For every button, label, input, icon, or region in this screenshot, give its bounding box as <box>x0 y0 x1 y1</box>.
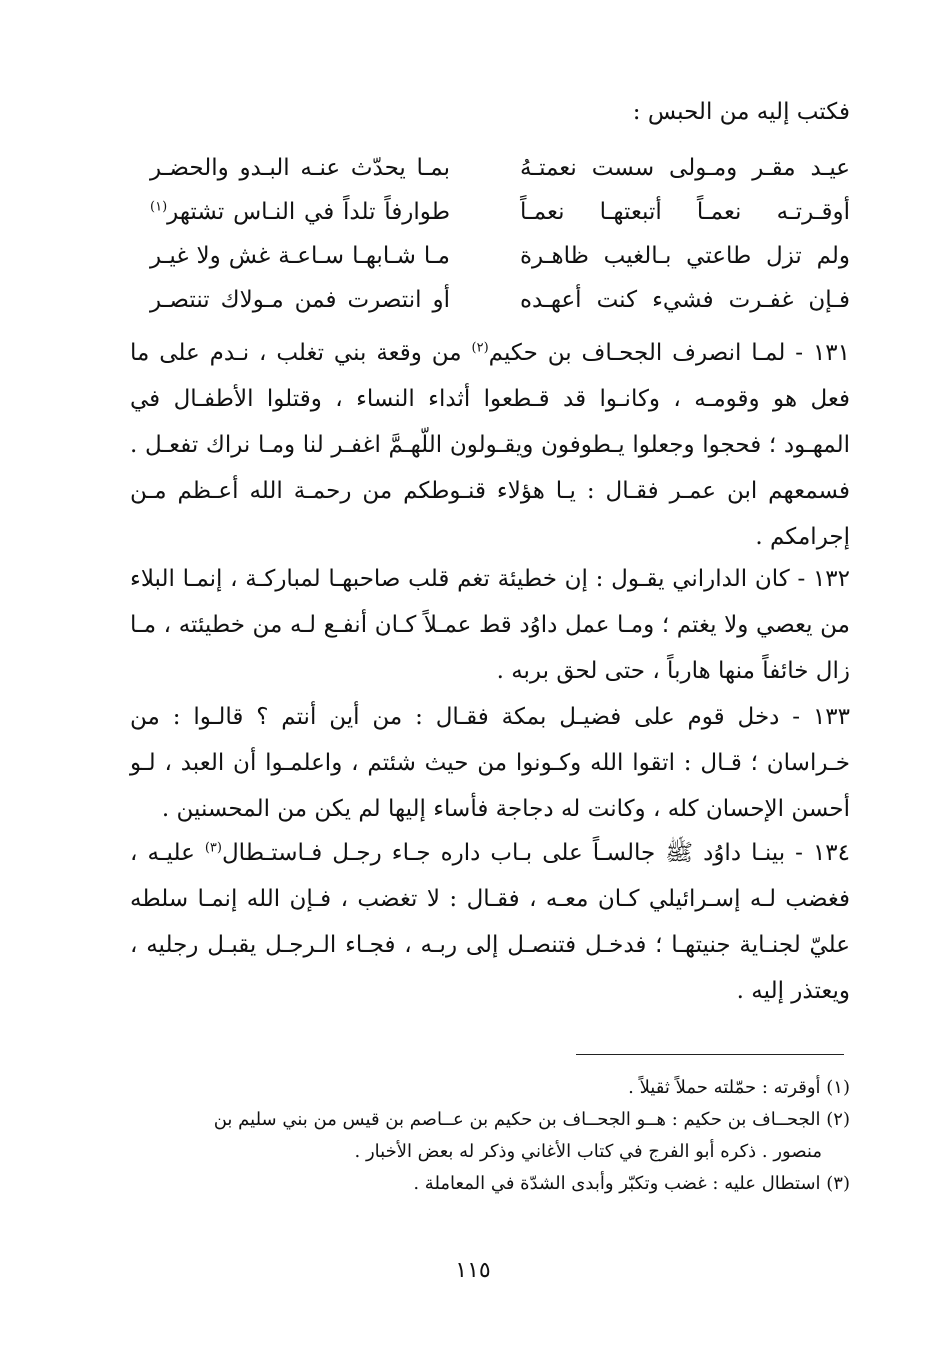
poem-verse <box>150 234 850 278</box>
poem-verse <box>150 190 850 234</box>
hemistich-text: مـا شـابهـا سـاعـة غش ولا غيـر <box>150 243 450 269</box>
footnote-marker[interactable]: (١) <box>150 199 168 215</box>
footnote-divider <box>576 1054 844 1055</box>
footnote-marker[interactable]: (٢) <box>471 340 489 356</box>
verse-first-hemistich: ولم تزل طاعتي بـالغيب ظاهـرة <box>520 243 850 269</box>
footnote-2-continued: منصور . ذكره أبو الفرج في كتاب الأغاني وذكر له بعض الأخبار . <box>354 1141 822 1162</box>
paragraph-text-continued: من وقعة بني تغلب ، نـدم على ما فعل هو وقومـه ، وكانـوا قد قـطعوا أثداء النساء ، وقتلوا الأطفـال في المهـود ؛ فحجوا وجعلوا يـطوفون ويقـولون اللّهـمَّ اغفـر لنا ومـا نراك تفعـل . فسمعهم ابن عمـر فقـال : يـا هؤلاء قنـوطكم من رحمـة الله أعـظم مـن إجرامكم . <box>130 340 850 550</box>
footnote-marker[interactable]: (٣) <box>204 840 222 856</box>
footnotes <box>126 1072 850 1200</box>
paragraph-131 <box>130 330 850 560</box>
paragraph-text-continued: عليـه ، فغضب لـه إسـرائيلي كـان معـه ، فقـال : لا تغضب ، فـإن الله إنمـا سلطه عليّ لجنـاية جنيتهـا ؛ فدخـل فتنصـل إلى ربـه ، فجـاء الـرجـل يقبـل رجليه ، ويعتذر إليه . <box>130 840 850 1004</box>
hemistich-text: بمـا يحدّث عنـه البـدو والحضـر <box>150 155 450 181</box>
page-number: ١١٥ <box>455 1258 491 1283</box>
poem <box>150 146 850 322</box>
paragraph-134 <box>130 830 850 1014</box>
footnote-1: (١) أوقرته : حمّلته حملاً ثقيلاً . <box>628 1077 850 1098</box>
verse-second-hemistich <box>150 234 450 278</box>
footnote-2: (٢) الجحــاف بن حكيم : هــو الجحــاف بن حكيم بن عــاصم بن قيس من بني سليم بن <box>213 1109 850 1130</box>
intro-line: فكتب إليه من الحبس : <box>632 99 850 125</box>
paragraph-133 <box>130 694 850 832</box>
hemistich-text: أو انتصرت فمن مـولاك تنتصـر <box>150 287 450 313</box>
paragraph-132 <box>130 556 850 694</box>
poem-verse <box>150 278 850 322</box>
verse-second-hemistich <box>150 190 450 234</box>
verse-second-hemistich <box>150 278 450 322</box>
hemistich-text: طوارفاً تلداً في النـاس تشتهر <box>167 199 450 225</box>
verse-first-hemistich: أوقـرتـه نعمـاً أتبعتهـا نعمـاً <box>520 199 850 225</box>
verse-second-hemistich <box>150 146 450 190</box>
verse-first-hemistich: فـإن غفـرت فشيء كنت أعهـده <box>520 287 850 313</box>
footnote-3: (٣) استطال عليه : غضب وتكبّر وأبدى الشدّة في المعاملة . <box>413 1173 850 1194</box>
paragraph-text: ١٣٤ - بينـا داوُد ﷺ جالسـاً على بـاب داره جـاء رجـل فـاستـطال <box>221 840 850 866</box>
paragraph-text: ١٣١ - لمـا انصرف الجحـاف بن حكيم <box>488 340 850 366</box>
paragraph-text: ١٣٣ - دخل قوم على فضيـل بمكة فقـال : من أين أنتم ؟ قالـوا : من خـراسان ؛ قـال : اتقوا الله وكـونوا من حيث شئتم ، واعلمـوا أن العبد ، لـو أحسن الإحسان كله ، وكانت له دجاجة فأساء إليها لم يكن من المحسنين . <box>130 704 850 822</box>
verse-first-hemistich: عيـد مقـر ومـولى سست نعمتـهُ <box>520 155 850 181</box>
poem-verse <box>150 146 850 190</box>
paragraph-text: ١٣٢ - كان الداراني يقـول : إن خطيئة تغم قلب صاحبهـا لمباركـة ، إنمـا البلاء من يعصي ولا يغتم ؛ ومـا عمل داوُد قط عمـلاً كـان أنفـع لـه من خطيئته ، مـا زال خائفاً منها هارباً ، حتى لحق بربه . <box>130 566 850 684</box>
